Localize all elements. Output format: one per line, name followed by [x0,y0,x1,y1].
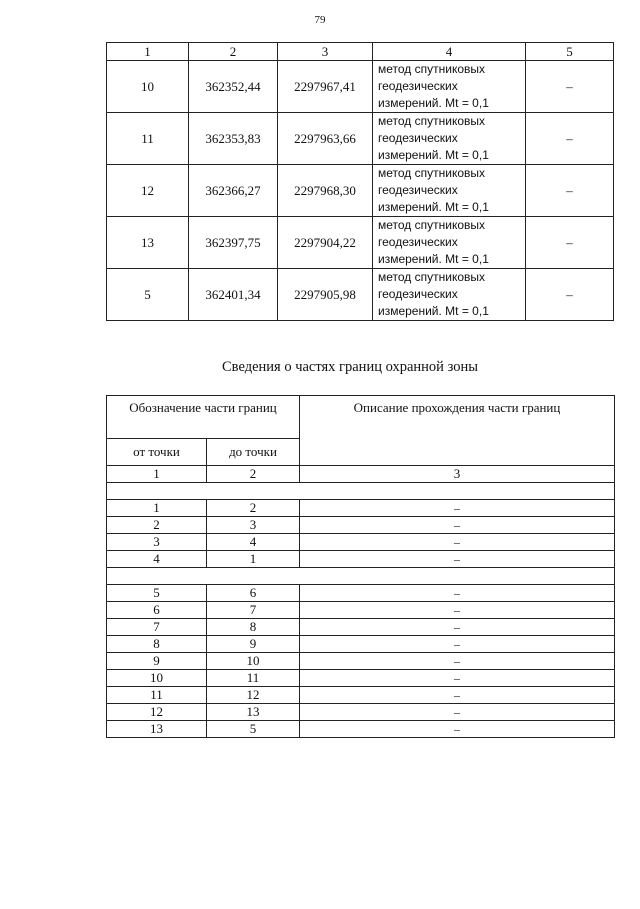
to-point-cell: 10 [207,653,300,670]
column-number-cell: 1 [107,43,189,61]
table-row [107,165,614,217]
y-coordinate-cell: 2297905,98 [278,269,373,321]
from-point-cell: 10 [107,670,207,687]
description-cell: – [300,602,615,619]
method-line: измерений. Mt = 0,1 [378,252,489,266]
from-point-cell: 2 [107,517,207,534]
method-cell [373,61,526,113]
y-coordinate-cell: 2297963,66 [278,113,373,165]
column-number-cell: 1 [107,466,207,483]
table-row [107,670,615,687]
description-cell: – [300,653,615,670]
table-row [107,517,615,534]
column-number-cell: 4 [373,43,526,61]
from-point-cell: 13 [107,721,207,738]
table-row [107,619,615,636]
description-cell: – [300,721,615,738]
method-line: измерений. Mt = 0,1 [378,96,489,110]
method-line: геодезических [378,235,458,249]
method-line: метод спутниковых [378,166,486,180]
spacer-row [107,568,615,585]
header-to-cell: до точки [207,439,300,466]
table-row [107,636,615,653]
description-cell: – [300,687,615,704]
point-cell: 11 [107,113,189,165]
to-point-cell: 12 [207,687,300,704]
column-number-cell: 3 [278,43,373,61]
method-line: измерений. Mt = 0,1 [378,304,489,318]
y-coordinate-cell: 2297904,22 [278,217,373,269]
table-row [107,602,615,619]
y-coordinate-cell: 2297967,41 [278,61,373,113]
from-point-cell: 12 [107,704,207,721]
to-point-cell: 8 [207,619,300,636]
table-row [107,585,615,602]
from-point-cell: 3 [107,534,207,551]
page-number: 79 [314,14,326,26]
from-point-cell: 7 [107,619,207,636]
to-point-cell: 1 [207,551,300,568]
to-point-cell: 2 [207,500,300,517]
method-line: измерений. Mt = 0,1 [378,148,489,162]
point-cell: 10 [107,61,189,113]
method-line: метод спутниковых [378,62,486,76]
from-point-cell: 4 [107,551,207,568]
description-cell: – [300,517,615,534]
method-line: метод спутниковых [378,114,486,128]
method-line: геодезических [378,79,458,93]
note-cell: – [526,165,614,217]
description-cell: – [300,704,615,721]
to-point-cell: 13 [207,704,300,721]
to-point-cell: 6 [207,585,300,602]
description-cell: – [300,636,615,653]
to-point-cell: 3 [207,517,300,534]
method-cell [373,269,526,321]
method-line: метод спутниковых [378,270,486,284]
header-from-cell: от точки [107,439,207,466]
column-number-cell: 5 [526,43,614,61]
x-coordinate-cell: 362353,83 [189,113,278,165]
table-row [107,653,615,670]
table-row [107,551,615,568]
table-row [107,61,614,113]
point-cell: 13 [107,217,189,269]
y-coordinate-cell: 2297968,30 [278,165,373,217]
parts-column-number-row [107,466,615,483]
method-line: измерений. Mt = 0,1 [378,200,489,214]
table-row [107,704,615,721]
method-cell [373,217,526,269]
description-cell: – [300,585,615,602]
table-row [107,113,614,165]
x-coordinate-cell: 362401,34 [189,269,278,321]
table-row [107,721,615,738]
from-point-cell: 1 [107,500,207,517]
from-point-cell: 8 [107,636,207,653]
note-cell: – [526,61,614,113]
to-point-cell: 11 [207,670,300,687]
from-point-cell: 5 [107,585,207,602]
coordinates-header-row [107,43,614,61]
column-number-cell: 3 [300,466,615,483]
note-cell: – [526,269,614,321]
from-point-cell: 11 [107,687,207,704]
column-number-cell: 2 [189,43,278,61]
point-cell: 5 [107,269,189,321]
description-cell: – [300,670,615,687]
table-row [107,217,614,269]
section-title: Сведения о частях границ охранной зоны [222,359,478,375]
table-row [107,534,615,551]
spacer-cell [107,483,615,500]
method-line: геодезических [378,183,458,197]
coordinates-table [106,42,614,321]
spacer-row [107,483,615,500]
method-cell [373,113,526,165]
from-point-cell: 9 [107,653,207,670]
spacer-cell [107,568,615,585]
header-part-cell: Обозначение части границ [107,396,300,439]
description-cell: – [300,500,615,517]
x-coordinate-cell: 362366,27 [189,165,278,217]
description-cell: – [300,534,615,551]
note-cell: – [526,217,614,269]
table-row [107,500,615,517]
to-point-cell: 9 [207,636,300,653]
x-coordinate-cell: 362397,75 [189,217,278,269]
description-cell: – [300,619,615,636]
method-line: метод спутниковых [378,218,486,232]
boundary-parts-table [106,395,615,738]
to-point-cell: 5 [207,721,300,738]
method-line: геодезических [378,287,458,301]
column-number-cell: 2 [207,466,300,483]
description-cell: – [300,551,615,568]
method-line: геодезических [378,131,458,145]
from-point-cell: 6 [107,602,207,619]
note-cell: – [526,113,614,165]
to-point-cell: 4 [207,534,300,551]
method-cell [373,165,526,217]
x-coordinate-cell: 362352,44 [189,61,278,113]
parts-header-row [107,396,615,439]
table-row [107,269,614,321]
table-row [107,687,615,704]
point-cell: 12 [107,165,189,217]
to-point-cell: 7 [207,602,300,619]
header-desc-cell: Описание прохождения части границ [300,396,615,466]
